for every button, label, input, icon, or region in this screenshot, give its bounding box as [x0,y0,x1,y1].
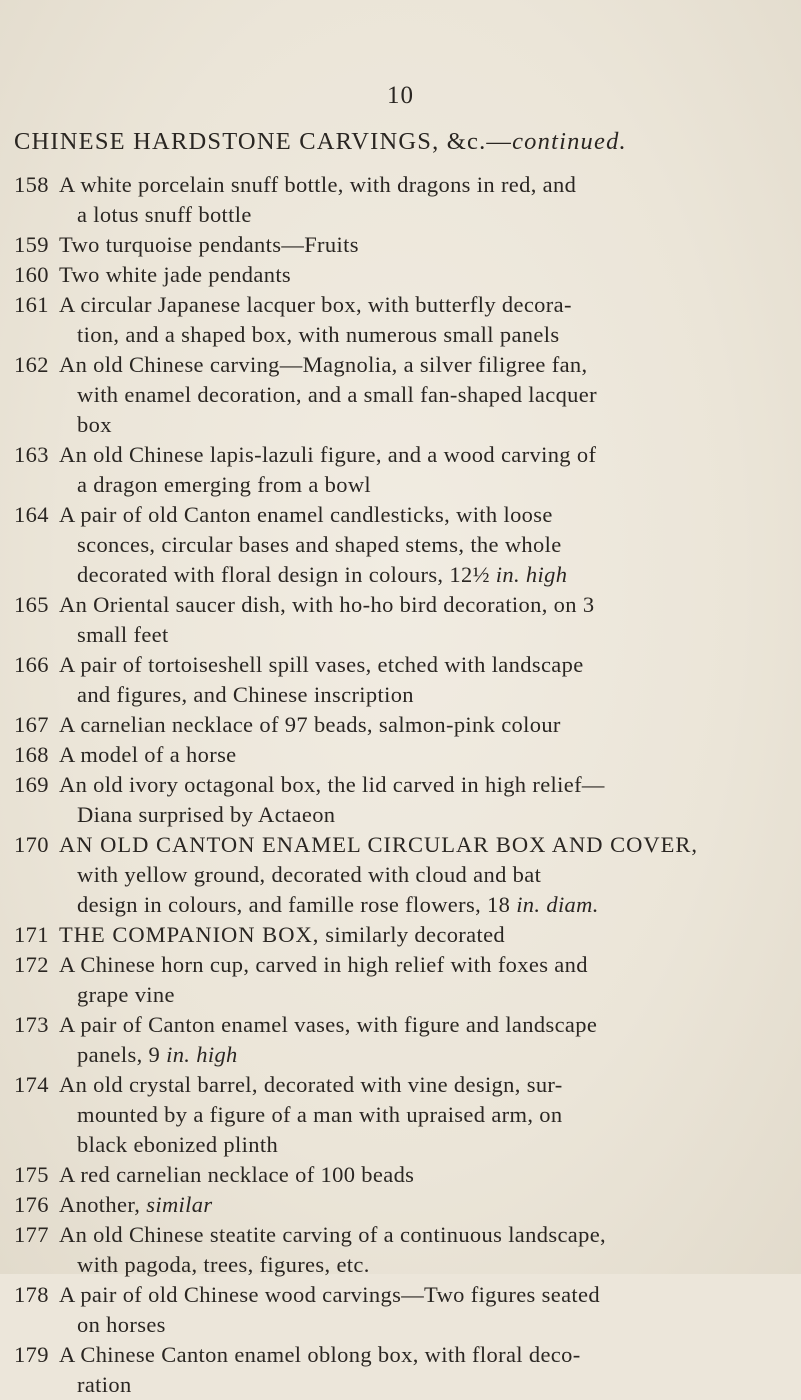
lot-number: 170 [14,832,49,857]
lot-description-line: A circular Japanese lacquer box, with butterfly decora- [59,292,572,317]
lot-entry [0,650,801,710]
lot-dimension-italic: in. diam. [516,892,599,917]
lot-description-line: A pair of old Chinese wood carvings—Two figures seated [59,1282,600,1307]
lot-entry [0,230,801,260]
lot-description-line: A pair of Canton enamel vases, with figure and landscape [59,1012,598,1037]
lot-description-line [59,920,795,950]
lot-entry [0,1070,801,1160]
lot-description-line: box [77,412,112,437]
lot-description-line: small feet [77,622,169,647]
lot-description-line: with pagoda, trees, figures, etc. [77,1252,370,1277]
lot-title-small-caps: AN OLD CANTON ENAMEL CIRCULAR BOX AND COVER, [59,832,699,857]
lot-description-line: with yellow ground, decorated with cloud and bat [77,862,542,887]
lot-number: 179 [14,1342,49,1367]
lot-description-text: Another, [59,1192,147,1217]
lot-number: 163 [14,442,49,467]
lot-number: 177 [14,1222,49,1247]
lot-description-line: and figures, and Chinese inscription [77,682,414,707]
lot-title-small-caps: THE COMPANION BOX, [59,922,320,947]
lot-description-line: A white porcelain snuff bottle, with dragons in red, and [59,172,577,197]
lot-description-line: Two turquoise pendants—Fruits [59,232,359,257]
lot-description-line [59,560,795,590]
lot-list [0,170,801,1400]
lot-description-line [59,1190,795,1220]
lot-description-line: An old crystal barrel, decorated with vine design, sur- [59,1072,563,1097]
lot-number: 162 [14,352,49,377]
lot-number: 178 [14,1282,49,1307]
lot-entry [0,1340,801,1400]
lot-number: 167 [14,712,49,737]
lot-entry [0,1190,801,1220]
lot-description-line: mounted by a figure of a man with upraised arm, on [77,1102,563,1127]
lot-description-line: ration [77,1372,132,1397]
lot-dimension-italic: similar [146,1192,213,1217]
lot-number: 161 [14,292,49,317]
lot-description-line: A model of a horse [59,742,237,767]
lot-entry [0,1220,801,1280]
lot-description-line: grape vine [77,982,175,1007]
section-heading-continued: continued. [512,128,627,155]
lot-description-line: A Chinese Canton enamel oblong box, with floral deco- [59,1342,581,1367]
lot-description-line: An old Chinese carving—Magnolia, a silver filigree fan, [59,352,588,377]
lot-number: 158 [14,172,49,197]
lot-description-line: Two white jade pendants [59,262,292,287]
lot-entry [0,1160,801,1190]
lot-dimension-italic: in. high [166,1042,238,1067]
lot-description-line: a dragon emerging from a bowl [77,472,372,497]
lot-number: 166 [14,652,49,677]
lot-entry [0,170,801,230]
lot-description-line: on horses [77,1312,166,1337]
lot-description-text: decorated with floral design in colours, 12½ [77,562,496,587]
lot-number: 159 [14,232,49,257]
lot-number: 169 [14,772,49,797]
lot-number: 171 [14,922,49,947]
section-heading [14,128,794,156]
lot-number: 174 [14,1072,49,1097]
lot-description-line [59,1040,795,1070]
lot-entry [0,1010,801,1070]
lot-entry [0,260,801,290]
lot-entry [0,740,801,770]
lot-entry [0,920,801,950]
lot-description-line: A pair of tortoiseshell spill vases, etched with landscape [59,652,584,677]
lot-entry [0,440,801,500]
lot-number: 176 [14,1192,49,1217]
lot-description-line: Diana surprised by Actaeon [77,802,336,827]
section-heading-main: CHINESE HARDSTONE CARVINGS, &c.— [14,128,513,155]
lot-number: 175 [14,1162,49,1187]
lot-description-line [59,830,795,860]
lot-dimension-italic: in. high [495,562,568,587]
lot-description-line: An old ivory octagonal box, the lid carved in high relief— [59,772,605,797]
lot-entry [0,950,801,1010]
lot-entry [0,590,801,650]
lot-description-line: sconces, circular bases and shaped stems, the whole [77,532,562,557]
lot-description-text: panels, 9 [77,1042,167,1067]
lot-description-text: design in colours, and famille rose flowers, 18 [77,892,517,917]
lot-entry [0,500,801,590]
lot-entry [0,350,801,440]
lot-description-line: black ebonized plinth [77,1132,279,1157]
lot-entry [0,770,801,830]
lot-description-line: A red carnelian necklace of 100 beads [59,1162,415,1187]
lot-number: 164 [14,502,49,527]
page-number: 10 [387,82,414,109]
lot-description-line: An old Chinese steatite carving of a continuous landscape, [59,1222,607,1247]
lot-number: 160 [14,262,49,287]
lot-entry [0,290,801,350]
lot-description-line: A carnelian necklace of 97 beads, salmon-pink colour [59,712,561,737]
lot-description-line: A pair of old Canton enamel candlesticks, with loose [59,502,553,527]
lot-description-line: a lotus snuff bottle [77,202,252,227]
lot-entry [0,830,801,920]
lot-description-line: An old Chinese lapis-lazuli figure, and a wood carving of [59,442,597,467]
lot-number: 173 [14,1012,49,1037]
lot-title-rest: similarly decorated [319,922,506,947]
lot-entry [0,710,801,740]
lot-number: 168 [14,742,49,767]
lot-description-line: A Chinese horn cup, carved in high relief with foxes and [59,952,588,977]
lot-description-line [59,890,795,920]
lot-description-line: with enamel decoration, and a small fan-shaped lacquer [77,382,597,407]
lot-entry [0,1280,801,1340]
lot-description-line: tion, and a shaped box, with numerous small panels [77,322,560,347]
lot-number: 172 [14,952,49,977]
lot-number: 165 [14,592,49,617]
lot-description-line: An Oriental saucer dish, with ho-ho bird decoration, on 3 [59,592,595,617]
